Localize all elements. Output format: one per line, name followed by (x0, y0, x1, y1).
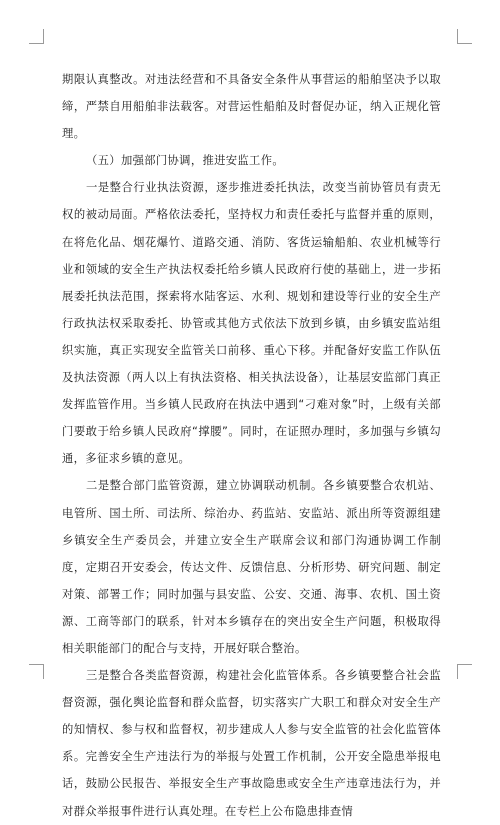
paragraph-item-2: 二是整合部门监管资源，建立协调联动机制。各乡镇要整合农机站、电管所、国土所、司法所、综治办、药监站、安监站、派出所等资源组建乡镇安全生产委员会，并建立安全生产联席会议和部门沟通协调工作制度，定期召开安委会，传达文件、反馈信息、分析形势、研究问题、制定对策、部署工作；同时加强与县安监、公安、交通、海事、农机、国土资源、工商等部门的联系，针对本乡镇存在的突出安全生产问题，积极取得相关职能部门的配合与支持，开展好联合整治。 (62, 479, 441, 655)
crop-mark-top-left (29, 29, 44, 44)
crop-mark-bottom-left (29, 664, 44, 679)
crop-mark-top-right (457, 29, 472, 44)
paragraph-continuation: 期限认真整改。对违法经营和不具备安全条件从事营运的船舶坚决予以取缔，严禁自用船舶非法载客。对营运性船舶及时督促办证，纳入正规化管理。 (62, 73, 441, 141)
paragraph-item-3: 三是整合各类监督资源，构建社会化监管体系。各乡镇要整合社会监督资源，强化舆论监督和群众监督，切实落实广大职工和群众对安全生产的知情权、参与权和监督权，初步建成人人参与安全监管的社会化监管体系。完善安全生产违法行为的举报与处置工作机制，公开安全隐患举报电话，鼓励公民报告、举报安全生产事故隐患或安全生产违章违法行为，并对群众举报事件进行认真处理。在专栏上公布隐患排查情 (62, 669, 441, 818)
paragraph-item-1: 一是整合行业执法资源，逐步推进委托执法，改变当前协管员有责无权的被动局面。严格依法委托，坚持权力和责任委托与监督并重的原则，在将危化品、烟花爆竹、道路交通、消防、客货运输船舶、农业机械等行业和领域的安全生产执法权委托给乡镇人民政府行使的基础上，进一步拓展委托执法范围，探索将水陆客运、水利、规划和建设等行业的安全生产行政执法权采取委托、协管或其他方式依法下放到乡镇，由乡镇安监站组织实施，真正实现安全监管关口前移、重心下移。并配备好安监工作队伍及执法资源（两人以上有执法资格、相关执法设备），让基层安监部门真正发挥监管作用。当乡镇人民政府在执法中遇到“刁难对象”时，上级有关部门要敢于给乡镇人民政府“撑腰”。同时，在证照办理时，多加强与乡镇勾通，多征求乡镇的意见。 (62, 181, 441, 466)
crop-mark-bottom-right (457, 664, 472, 679)
section-heading-5: （五）加强部门协调，推进安监工作。 (86, 154, 284, 168)
document-body (62, 66, 441, 825)
